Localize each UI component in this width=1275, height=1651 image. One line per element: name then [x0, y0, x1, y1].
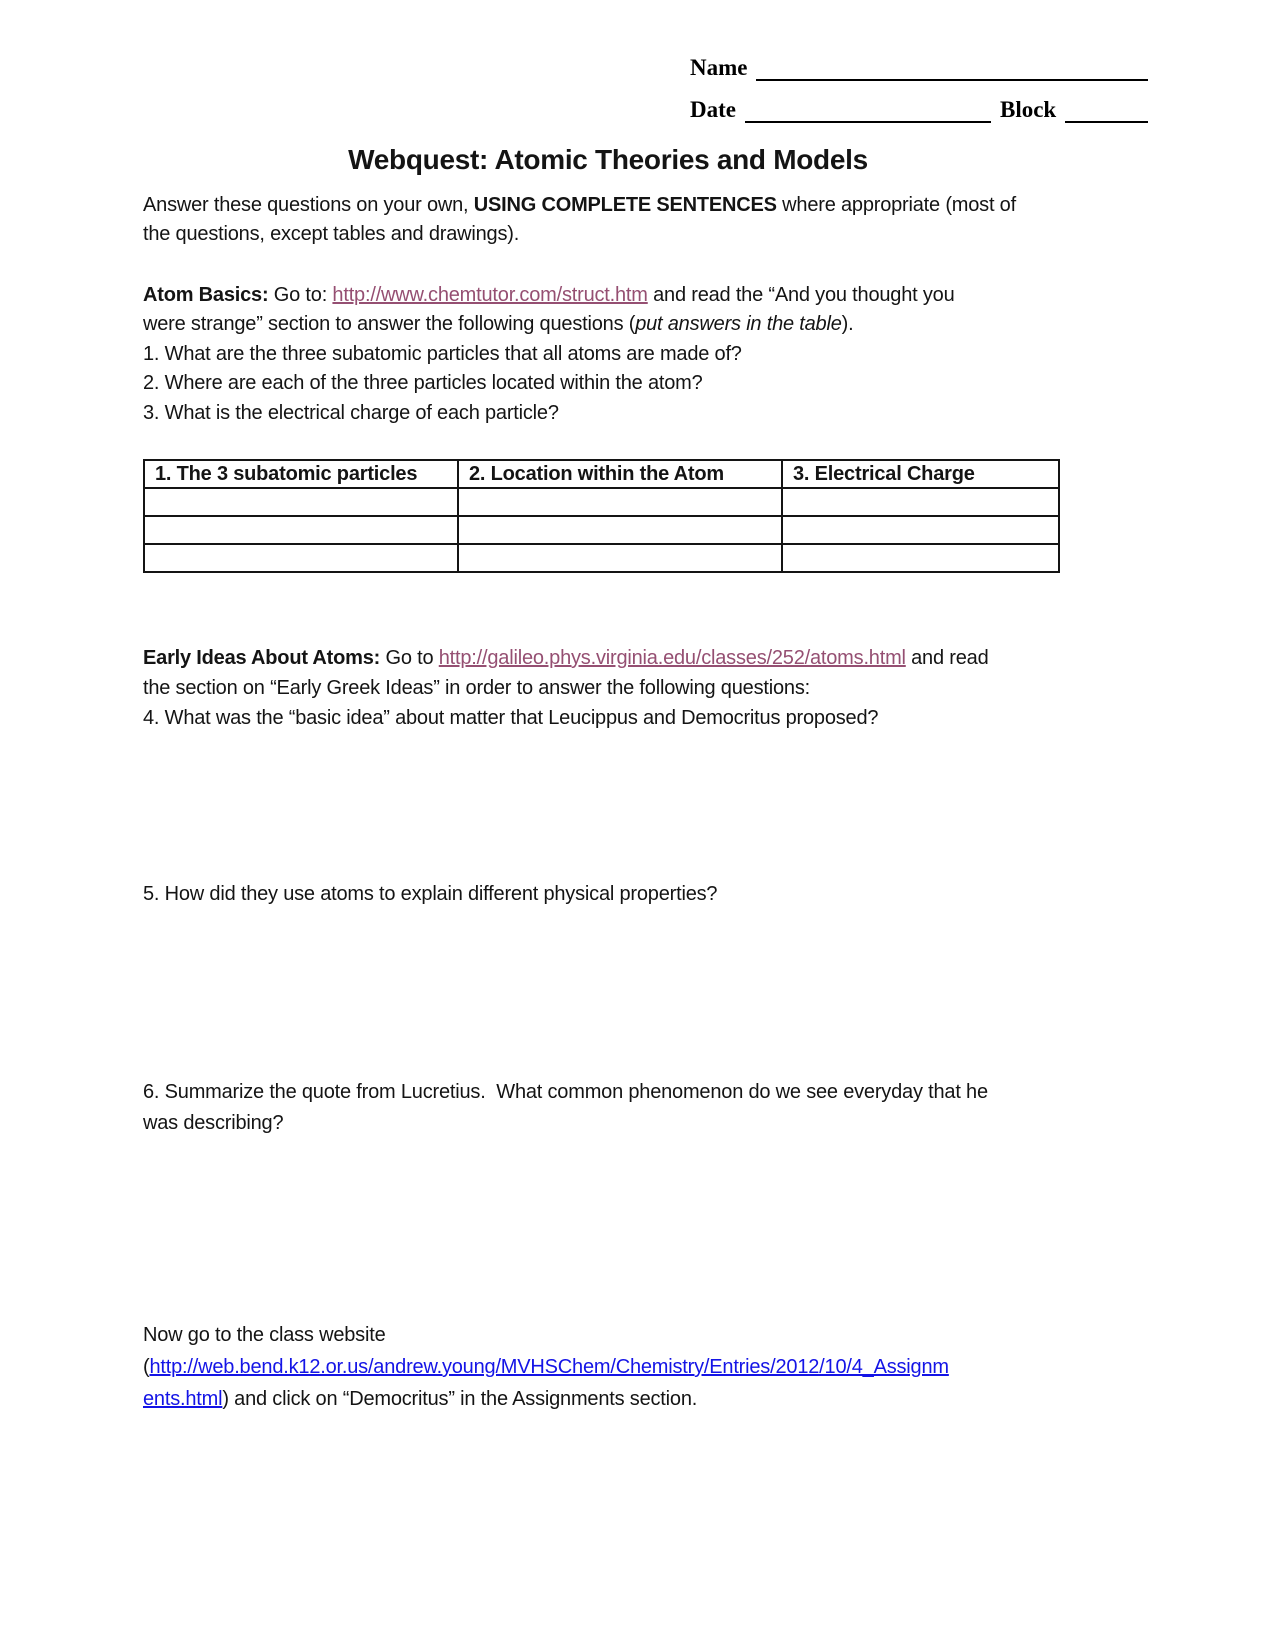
intro-line-1 [143, 191, 1083, 220]
table-cell [144, 516, 458, 544]
atom-basics-section [143, 281, 1083, 428]
question-3: 3. What is the electrical charge of each particle? [143, 401, 559, 424]
early-ideas-section [143, 643, 1083, 733]
block-blank [1065, 97, 1148, 123]
question-1: 1. What are the three subatomic particles that all atoms are made of? [143, 342, 742, 365]
table-header-row [144, 460, 1059, 488]
question-5-block [143, 880, 1083, 909]
atom-basics-heading: Atom Basics: [143, 284, 269, 306]
question-6-line-2: was describing? [143, 1112, 284, 1134]
table-cell [144, 544, 458, 572]
table-cell [782, 544, 1059, 572]
table-cell [458, 516, 782, 544]
page-title: Webquest: Atomic Theories and Models [348, 144, 868, 175]
table-header-location: 2. Location within the Atom [458, 460, 782, 488]
question-2: 2. Where are each of the three particles located within the atom? [143, 372, 703, 395]
emphasis-complete-sentences: USING COMPLETE SENTENCES [473, 194, 777, 216]
block-label: Block [999, 97, 1057, 122]
closing-section [143, 1319, 1083, 1415]
intro-paragraph [143, 191, 1083, 249]
text-run: and click on “Democritus” in the Assignments section. [228, 1388, 698, 1410]
closing-line-2 [143, 1351, 1083, 1383]
galileo-link[interactable]: http://galileo.phys.virginia.edu/classes/252/atoms.html [438, 647, 906, 669]
text-run: Go to: [268, 284, 333, 306]
date-block-row [690, 92, 1148, 123]
name-label: Name [690, 55, 748, 80]
table-row [144, 488, 1059, 516]
table-cell [458, 544, 782, 572]
date-blank [745, 97, 991, 123]
text-run: Go to [380, 647, 439, 669]
question-5: 5. How did they use atoms to explain different physical properties? [143, 883, 718, 905]
name-date-block-header [690, 50, 1148, 134]
table-row [144, 544, 1059, 572]
table-cell [782, 516, 1059, 544]
paren-close: ) [222, 1388, 229, 1410]
intro-line-2: the questions, except tables and drawings). [143, 223, 520, 245]
paren-open: ( [143, 1356, 150, 1378]
class-website-link-line2[interactable]: ents.html [143, 1388, 223, 1410]
table-header-charge: 3. Electrical Charge [782, 460, 1059, 488]
table-row [144, 516, 1059, 544]
question-4: 4. What was the “basic idea” about matter that Leucippus and Democritus proposed? [143, 707, 879, 729]
text-run: and read the “And you thought you [647, 284, 955, 306]
italic-note: put answers in the table [635, 313, 842, 336]
name-blank [756, 55, 1148, 81]
table-cell [782, 488, 1059, 516]
atom-basics-line-2 [143, 310, 1083, 339]
question-6-block [143, 1077, 1083, 1139]
table-cell [144, 488, 458, 516]
text-run: Answer these questions on your own, [143, 194, 474, 216]
early-ideas-line-2: the section on “Early Greek Ideas” in order to answer the following questions: [143, 677, 810, 699]
table-header-particles: 1. The 3 subatomic particles [144, 460, 458, 488]
text-run: were strange” section to answer the following questions ( [143, 313, 636, 336]
closing-line-1: Now go to the class website [143, 1324, 386, 1346]
text-run: and read [905, 647, 989, 669]
answers-table [143, 459, 1060, 573]
date-label: Date [690, 97, 736, 122]
atom-basics-line-1 [143, 281, 1083, 310]
closing-line-3 [143, 1383, 1083, 1415]
early-ideas-line-1 [143, 643, 1083, 673]
text-run: where appropriate (most of [776, 194, 1016, 216]
text-run: ). [841, 313, 854, 336]
table-cell [458, 488, 782, 516]
name-row [690, 50, 1148, 81]
early-ideas-heading: Early Ideas About Atoms: [143, 647, 381, 669]
chemtutor-link[interactable]: http://www.chemtutor.com/struct.htm [332, 284, 648, 306]
class-website-link-line1[interactable]: http://web.bend.k12.or.us/andrew.young/MVHSChem/Chemistry/Entries/2012/10/4_Assignm [149, 1356, 949, 1378]
question-6-line-1: 6. Summarize the quote from Lucretius. What common phenomenon do we see everyday that he [143, 1081, 988, 1103]
